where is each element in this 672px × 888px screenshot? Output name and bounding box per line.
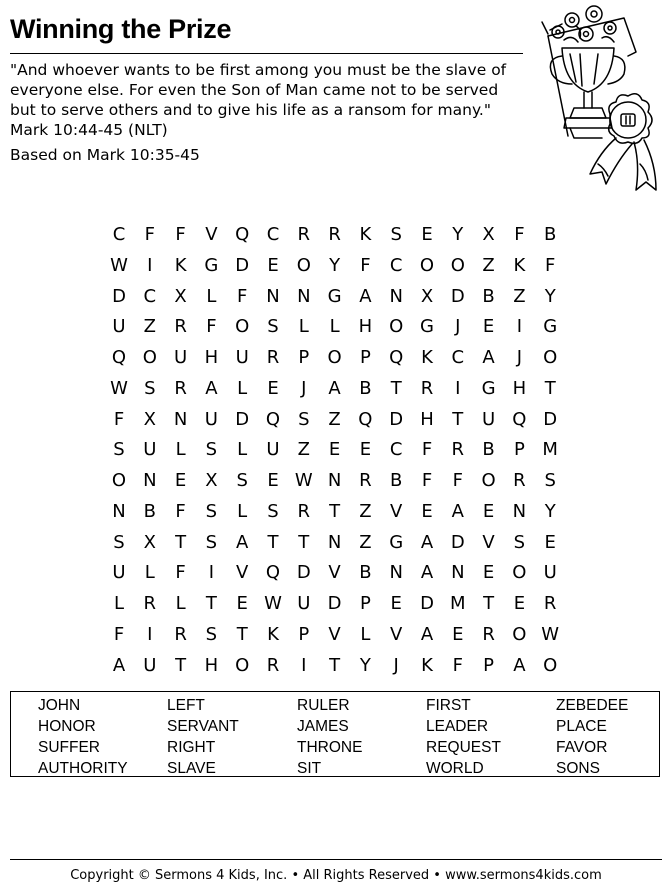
based-on-text: Based on Mark 10:35-45 xyxy=(10,146,200,164)
grid-letter[interactable]: D xyxy=(420,593,434,614)
grid-letter[interactable]: N xyxy=(173,408,188,430)
grid-letter[interactable]: N xyxy=(512,500,527,522)
word-list-item: AUTHORITY xyxy=(38,760,128,777)
grid-letter[interactable]: F xyxy=(175,224,186,245)
grid-letter[interactable]: P xyxy=(298,347,310,368)
grid-letter[interactable]: R xyxy=(266,654,280,676)
grid-letter[interactable]: G xyxy=(420,316,434,338)
grid-letter[interactable]: R xyxy=(174,623,187,645)
copyright-footer: Copyright © Sermons 4 Kids, Inc. • All Rights Reserved • www.sermons4kids.com xyxy=(70,868,602,883)
word-list-item: HONOR xyxy=(38,718,96,735)
grid-letter[interactable]: S xyxy=(298,408,310,430)
grid-letter[interactable]: E xyxy=(267,377,279,399)
grid-letter[interactable]: O xyxy=(419,254,435,276)
grid-letter[interactable]: E xyxy=(544,531,556,553)
word-list-item: SIT xyxy=(297,760,322,777)
word-list-item: SERVANT xyxy=(167,718,239,735)
grid-letter[interactable]: V xyxy=(236,562,249,584)
grid-letter[interactable]: L xyxy=(144,562,155,584)
grid-letter[interactable]: S xyxy=(205,439,218,461)
grid-letter[interactable]: D xyxy=(450,285,465,307)
grid-letter[interactable]: O xyxy=(512,623,527,645)
grid-letter[interactable]: O xyxy=(481,470,496,491)
grid-letter[interactable]: L xyxy=(206,285,217,307)
grid-letter[interactable]: C xyxy=(112,224,126,245)
grid-letter[interactable]: S xyxy=(205,531,218,553)
word-column xyxy=(297,695,362,779)
word-list-item: SONS xyxy=(556,760,600,777)
grid-letter[interactable]: T xyxy=(205,593,217,614)
grid-letter[interactable]: C xyxy=(143,285,157,307)
grid-letter[interactable]: E xyxy=(421,224,433,245)
scripture-verse: "And whoever wants to be first among you must be the slave of everyone else. For even the Son of Man came not to be served but to serve others and to give his life as a ransom for many." Mark 10:44-45 (NLT) xyxy=(10,61,507,139)
grid-letter[interactable]: A xyxy=(328,377,341,399)
grid-letter[interactable]: O xyxy=(235,654,250,676)
grid-letter[interactable]: K xyxy=(359,224,372,245)
grid-letter[interactable]: S xyxy=(236,470,248,491)
grid-letter[interactable]: F xyxy=(452,470,463,491)
grid-letter[interactable]: N xyxy=(112,500,126,522)
grid-letter[interactable]: X xyxy=(174,285,187,307)
grid-letter[interactable]: V xyxy=(328,623,341,645)
grid-letter[interactable]: T xyxy=(175,531,187,553)
grid-letter[interactable]: F xyxy=(452,654,463,676)
grid-letter[interactable]: E xyxy=(421,500,433,522)
grid-letter[interactable]: H xyxy=(204,654,219,676)
grid-letter[interactable]: E xyxy=(482,500,495,522)
word-column xyxy=(426,695,501,779)
grid-letter[interactable]: R xyxy=(174,377,187,399)
grid-letter[interactable]: S xyxy=(113,439,125,461)
grid-letter[interactable]: V xyxy=(482,531,495,553)
grid-letter[interactable]: B xyxy=(359,377,372,399)
grid-letter[interactable]: F xyxy=(175,562,186,584)
grid-letter[interactable]: E xyxy=(236,593,248,614)
grid-letter[interactable]: R xyxy=(143,593,157,614)
grid-letter[interactable]: K xyxy=(174,254,187,276)
grid-letter[interactable]: U xyxy=(235,347,249,368)
grid-letter[interactable]: G xyxy=(543,316,558,338)
word-list-item: SLAVE xyxy=(167,760,216,777)
grid-letter[interactable]: T xyxy=(236,623,248,645)
word-list-item: REQUEST xyxy=(426,739,501,756)
grid-letter[interactable]: A xyxy=(420,623,434,645)
grid-letter[interactable]: K xyxy=(421,347,433,368)
grid-letter[interactable]: I xyxy=(516,316,523,338)
grid-letter[interactable]: V xyxy=(390,500,403,522)
grid-letter[interactable]: E xyxy=(513,593,526,614)
grid-letter[interactable]: T xyxy=(544,377,556,399)
word-list-item: PLACE xyxy=(556,718,607,735)
grid-letter[interactable]: L xyxy=(237,500,248,522)
word-list-item: RIGHT xyxy=(167,739,216,756)
grid-letter[interactable]: B xyxy=(482,439,495,461)
grid-letter[interactable]: P xyxy=(359,593,371,614)
grid-letter[interactable]: H xyxy=(420,408,434,430)
grid-letter[interactable]: E xyxy=(328,439,341,461)
grid-letter[interactable]: N xyxy=(327,531,342,553)
grid-letter[interactable]: F xyxy=(113,408,125,430)
grid-letter[interactable]: Z xyxy=(297,439,310,461)
footer-divider xyxy=(10,859,662,860)
grid-letter[interactable]: L xyxy=(237,377,248,399)
grid-letter[interactable]: L xyxy=(237,439,248,461)
grid-letter[interactable]: G xyxy=(204,254,219,276)
grid-letter[interactable]: J xyxy=(455,316,461,338)
grid-letter[interactable]: F xyxy=(175,500,186,522)
grid-letter[interactable]: D xyxy=(543,408,558,430)
grid-letter[interactable]: S xyxy=(513,531,526,553)
title-underline xyxy=(10,53,523,54)
word-list-item: SUFFER xyxy=(38,739,100,756)
grid-letter[interactable]: L xyxy=(175,439,186,461)
grid-letter[interactable]: O xyxy=(296,254,311,276)
grid-letter[interactable]: D xyxy=(112,285,126,307)
grid-letter[interactable]: F xyxy=(144,224,155,245)
grid-letter[interactable]: R xyxy=(328,224,341,245)
grid-letter[interactable]: Z xyxy=(513,285,526,307)
grid-letter[interactable]: V xyxy=(205,224,218,245)
grid-letter[interactable]: X xyxy=(420,285,434,307)
grid-letter[interactable]: B xyxy=(143,500,156,522)
grid-letter[interactable]: F xyxy=(113,623,125,645)
grid-letter[interactable]: W xyxy=(294,470,313,491)
grid-letter[interactable]: Y xyxy=(359,654,371,676)
grid-letter[interactable]: H xyxy=(512,377,527,399)
grid-letter[interactable]: G xyxy=(389,531,404,553)
grid-letter[interactable]: E xyxy=(452,623,464,645)
grid-letter[interactable]: P xyxy=(513,439,525,461)
grid-letter[interactable]: U xyxy=(266,439,280,461)
grid-letter[interactable]: U xyxy=(174,347,188,368)
grid-letter[interactable]: Q xyxy=(389,347,404,368)
grid-letter[interactable]: L xyxy=(113,593,125,614)
grid-letter[interactable]: S xyxy=(544,470,556,491)
grid-letter[interactable]: R xyxy=(266,347,280,368)
grid-letter[interactable]: Z xyxy=(143,316,156,338)
grid-letter[interactable]: S xyxy=(144,377,156,399)
word-list-item: THRONE xyxy=(297,739,363,756)
grid-letter[interactable]: Q xyxy=(235,224,250,245)
grid-letter[interactable]: D xyxy=(235,254,250,276)
grid-letter[interactable]: W xyxy=(541,623,560,645)
grid-letter[interactable]: D xyxy=(235,408,250,430)
grid-letter[interactable]: R xyxy=(543,593,557,614)
grid-letter[interactable]: K xyxy=(513,254,526,276)
grid-letter[interactable]: Y xyxy=(452,224,464,245)
grid-letter[interactable]: S xyxy=(390,224,402,245)
grid-letter[interactable]: F xyxy=(360,254,371,276)
grid-letter[interactable]: M xyxy=(542,439,558,461)
grid-letter[interactable]: E xyxy=(390,593,402,614)
grid-letter[interactable]: R xyxy=(482,623,495,645)
grid-letter[interactable]: T xyxy=(452,408,464,430)
grid-letter[interactable]: O xyxy=(512,562,527,584)
grid-letter[interactable]: M xyxy=(450,593,466,614)
page-title: Winning the Prize xyxy=(10,14,232,44)
grid-letter[interactable]: S xyxy=(205,623,218,645)
grid-letter[interactable]: Z xyxy=(359,500,372,522)
grid-letter[interactable]: Z xyxy=(328,408,341,430)
grid-letter[interactable]: D xyxy=(296,562,311,584)
grid-letter[interactable]: A xyxy=(359,285,372,307)
word-list-item: WORLD xyxy=(426,760,484,777)
grid-letter[interactable]: G xyxy=(327,285,342,307)
grid-letter[interactable]: F xyxy=(206,316,217,338)
grid-letter[interactable]: O xyxy=(235,316,250,338)
grid-letter[interactable]: A xyxy=(482,347,495,368)
grid-letter[interactable]: Z xyxy=(359,531,372,553)
grid-letter[interactable]: R xyxy=(420,377,434,399)
grid-letter[interactable]: U xyxy=(482,408,496,430)
grid-letter[interactable]: T xyxy=(390,377,402,399)
trophy-with-ribbon-icon xyxy=(528,4,668,196)
grid-letter[interactable]: D xyxy=(450,531,465,553)
grid-letter[interactable]: T xyxy=(298,531,310,553)
grid-letter[interactable]: R xyxy=(513,470,526,491)
grid-letter[interactable]: H xyxy=(204,347,219,368)
grid-letter[interactable]: O xyxy=(543,654,558,676)
word-list-item: ZEBEDEE xyxy=(556,697,629,714)
grid-letter[interactable]: S xyxy=(113,531,125,553)
grid-letter[interactable]: F xyxy=(421,470,433,491)
grid-letter[interactable]: D xyxy=(327,593,342,614)
grid-letter[interactable]: N xyxy=(297,285,311,307)
word-list-item: RULER xyxy=(297,697,350,714)
grid-letter[interactable]: E xyxy=(482,316,495,338)
grid-letter[interactable]: W xyxy=(264,593,282,614)
grid-letter[interactable]: L xyxy=(298,316,309,338)
grid-letter[interactable]: L xyxy=(329,316,340,338)
grid-letter[interactable]: R xyxy=(359,470,372,491)
grid-letter[interactable]: S xyxy=(205,500,218,522)
grid-letter[interactable]: K xyxy=(421,654,433,676)
grid-letter[interactable]: Q xyxy=(111,347,127,368)
word-list-box xyxy=(10,691,660,777)
grid-letter[interactable]: L xyxy=(175,593,186,614)
grid-letter[interactable]: L xyxy=(360,623,371,645)
grid-letter[interactable]: N xyxy=(389,562,403,584)
grid-letter[interactable]: I xyxy=(147,254,153,276)
grid-letter[interactable]: T xyxy=(329,654,341,676)
grid-letter[interactable]: B xyxy=(390,470,403,491)
grid-letter[interactable]: U xyxy=(204,408,218,430)
grid-letter[interactable]: H xyxy=(358,316,373,338)
grid-letter[interactable]: E xyxy=(267,470,279,491)
grid-letter[interactable]: O xyxy=(450,254,465,276)
grid-letter[interactable]: Y xyxy=(544,500,556,522)
grid-letter[interactable]: I xyxy=(147,623,153,645)
grid-letter[interactable]: U xyxy=(143,654,157,676)
grid-letter[interactable]: J xyxy=(516,347,523,368)
word-column xyxy=(167,695,239,779)
grid-letter[interactable]: P xyxy=(359,347,371,368)
grid-letter[interactable]: A xyxy=(420,531,434,553)
grid-letter[interactable]: C xyxy=(389,254,403,276)
grid-letter[interactable]: O xyxy=(111,470,127,491)
grid-letter[interactable]: N xyxy=(143,470,157,491)
grid-letter[interactable]: O xyxy=(389,316,404,338)
grid-letter[interactable]: W xyxy=(110,377,128,399)
grid-letter[interactable]: C xyxy=(389,439,403,461)
grid-letter[interactable]: A xyxy=(112,654,126,676)
grid-letter[interactable]: R xyxy=(297,224,311,245)
grid-letter[interactable]: N xyxy=(266,285,280,307)
word-list-item: FIRST xyxy=(426,697,471,714)
grid-letter[interactable]: A xyxy=(236,531,249,553)
grid-letter[interactable]: B xyxy=(359,562,372,584)
grid-letter[interactable]: A xyxy=(451,500,464,522)
grid-letter[interactable]: U xyxy=(143,439,157,461)
word-list-item: JAMES xyxy=(297,718,349,735)
word-list-item: LEFT xyxy=(167,697,205,714)
grid-letter[interactable]: Z xyxy=(482,254,495,276)
grid-letter[interactable]: C xyxy=(451,347,465,368)
grid-letter[interactable]: S xyxy=(267,500,279,522)
grid-letter[interactable]: Y xyxy=(329,254,341,276)
grid-letter[interactable]: R xyxy=(297,500,311,522)
grid-letter[interactable]: V xyxy=(390,623,403,645)
grid-letter[interactable]: Y xyxy=(544,285,556,307)
grid-letter[interactable]: Q xyxy=(358,408,373,430)
grid-letter[interactable]: N xyxy=(451,562,465,584)
grid-letter[interactable]: B xyxy=(482,285,495,307)
grid-letter[interactable]: E xyxy=(359,439,372,461)
word-list-item: JOHN xyxy=(38,697,81,714)
grid-letter[interactable]: E xyxy=(267,254,279,276)
grid-letter[interactable]: U xyxy=(297,593,311,614)
grid-letter[interactable]: T xyxy=(267,531,279,553)
grid-letter[interactable]: A xyxy=(205,377,218,399)
grid-letter[interactable]: V xyxy=(328,562,341,584)
grid-letter[interactable]: F xyxy=(421,439,433,461)
grid-letter[interactable]: O xyxy=(327,347,342,368)
word-column xyxy=(556,695,628,779)
grid-letter[interactable]: P xyxy=(483,654,495,676)
grid-letter[interactable]: S xyxy=(267,316,279,338)
grid-letter[interactable]: U xyxy=(112,562,126,584)
grid-letter[interactable]: R xyxy=(174,316,187,338)
grid-letter[interactable]: Q xyxy=(265,408,281,430)
grid-letter[interactable]: E xyxy=(482,562,495,584)
grid-letter[interactable]: F xyxy=(545,254,556,276)
grid-letter[interactable]: O xyxy=(142,347,157,368)
grid-letter[interactable]: W xyxy=(110,254,128,276)
grid-letter[interactable]: U xyxy=(543,562,557,584)
grid-letter[interactable]: T xyxy=(483,593,495,614)
grid-letter[interactable]: I xyxy=(455,377,461,399)
grid-letter[interactable]: G xyxy=(481,377,496,399)
grid-letter[interactable]: X xyxy=(205,470,218,491)
word-column xyxy=(38,695,128,779)
grid-letter[interactable]: E xyxy=(174,470,187,491)
word-list-item: FAVOR xyxy=(556,739,608,756)
grid-letter[interactable]: Q xyxy=(512,408,527,430)
grid-letter[interactable]: A xyxy=(513,654,526,676)
grid-letter[interactable]: T xyxy=(329,500,341,522)
grid-letter[interactable]: X xyxy=(143,531,156,553)
grid-letter[interactable]: X xyxy=(482,224,495,245)
grid-letter[interactable]: N xyxy=(389,285,403,307)
grid-letter[interactable]: F xyxy=(237,285,248,307)
grid-letter[interactable]: C xyxy=(266,224,280,245)
grid-letter[interactable]: A xyxy=(420,562,434,584)
grid-letter[interactable]: Q xyxy=(265,562,281,584)
grid-letter[interactable]: D xyxy=(389,408,404,430)
grid-letter[interactable]: O xyxy=(543,347,558,368)
grid-letter[interactable]: U xyxy=(112,316,126,338)
grid-letter[interactable]: X xyxy=(143,408,156,430)
grid-letter[interactable]: I xyxy=(208,562,215,584)
grid-letter[interactable]: J xyxy=(301,377,307,399)
grid-letter[interactable]: T xyxy=(175,654,187,676)
grid-letter[interactable]: F xyxy=(514,224,525,245)
grid-letter[interactable]: I xyxy=(301,654,307,676)
grid-letter[interactable]: K xyxy=(267,623,279,645)
grid-letter[interactable]: P xyxy=(298,623,310,645)
grid-letter[interactable]: B xyxy=(544,224,557,245)
word-list-item: LEADER xyxy=(426,718,489,735)
grid-letter[interactable]: R xyxy=(451,439,465,461)
grid-letter[interactable]: N xyxy=(327,470,342,491)
grid-letter[interactable]: J xyxy=(393,654,399,676)
